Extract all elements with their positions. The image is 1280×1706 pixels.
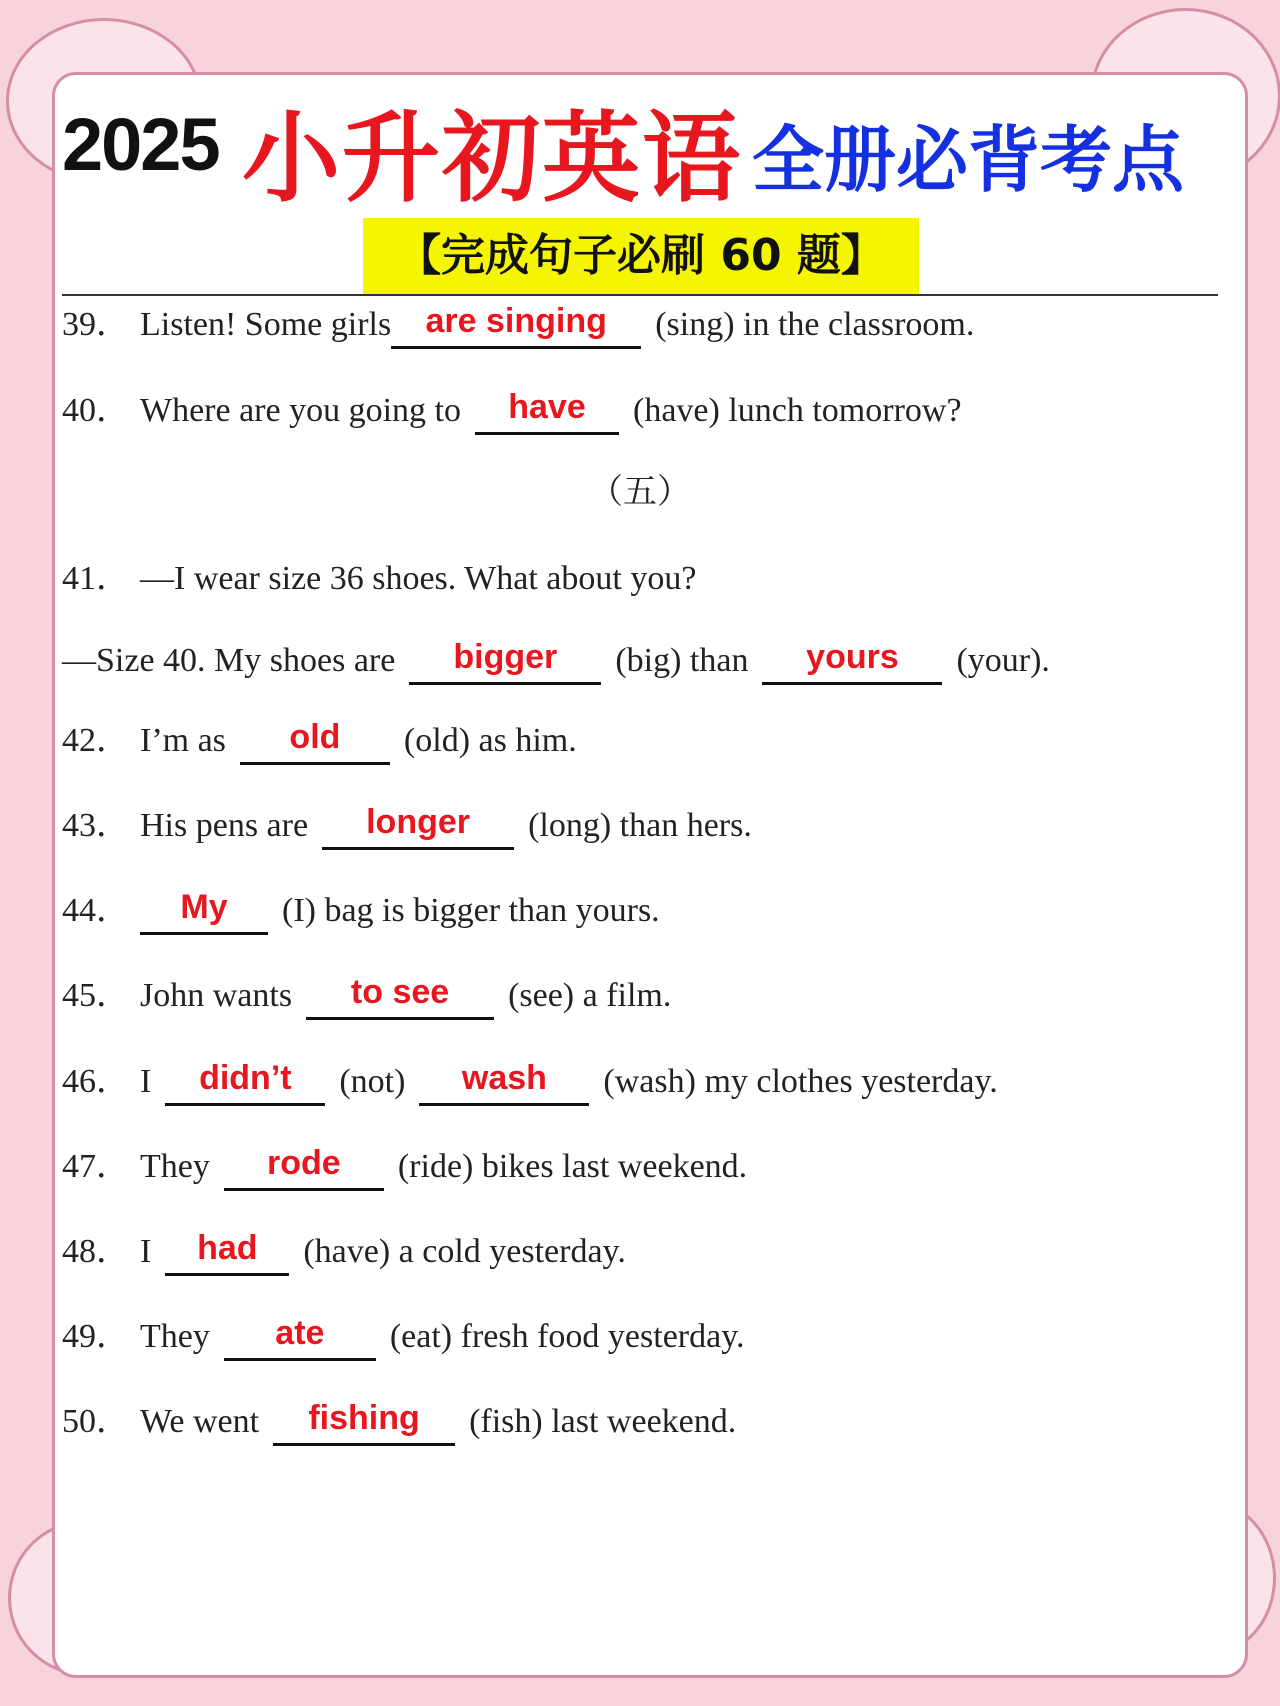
answer-blank: bigger (409, 636, 601, 685)
question-48 (62, 1227, 626, 1277)
answer-blank: old (240, 716, 390, 765)
answer-blank: didn’t (165, 1057, 325, 1106)
question-47 (62, 1142, 747, 1192)
question-hint: (your). (956, 642, 1050, 679)
question-text: I (140, 1233, 152, 1270)
page-title (62, 80, 1232, 216)
question-hint: (big) than (615, 642, 749, 679)
question-hint: (I) bag is bigger than yours. (282, 892, 660, 929)
question-hint: (fish) last weekend. (469, 1403, 737, 1440)
question-number: 46． (62, 1063, 130, 1100)
question-41 (62, 554, 696, 604)
question-41-response (62, 636, 1050, 686)
question-hint: (sing) in the classroom. (655, 306, 975, 343)
question-number: 42． (62, 722, 130, 759)
question-hint: (old) as him. (403, 722, 577, 759)
question-46 (62, 1057, 998, 1107)
question-number: 40． (62, 392, 130, 429)
question-text: —Size 40. My shoes are (62, 642, 396, 679)
answer-blank: fishing (273, 1397, 455, 1446)
question-45 (62, 971, 671, 1021)
answer-blank: are singing (391, 300, 641, 349)
question-text: I’m as (140, 722, 226, 759)
answer-blank: have (475, 386, 619, 435)
question-number: 45． (62, 977, 130, 1014)
question-hint: (not) (339, 1063, 406, 1100)
question-text: John wants (140, 977, 293, 1014)
question-hint: (long) than hers. (528, 807, 752, 844)
question-44 (62, 886, 660, 936)
title-red: 小升初英语 (242, 102, 743, 216)
header-divider (62, 294, 1218, 296)
question-40 (62, 386, 962, 436)
question-hint: (eat) fresh food yesterday. (389, 1318, 745, 1355)
answer-blank: to see (306, 971, 494, 1020)
question-text: I (140, 1063, 152, 1100)
answer-blank: ate (224, 1312, 376, 1361)
answer-blank: My (140, 886, 268, 935)
title-year: 2025 (62, 103, 219, 186)
question-49 (62, 1312, 745, 1362)
answer-blank: had (165, 1227, 289, 1276)
title-blue: 全册必背考点 (752, 118, 1185, 202)
question-number: 47． (62, 1148, 130, 1185)
question-39 (62, 300, 974, 350)
question-text: Where are you going to (140, 392, 461, 429)
question-hint: (have) lunch tomorrow? (633, 392, 962, 429)
question-hint: (see) a film. (508, 977, 672, 1014)
question-text: They (140, 1318, 210, 1355)
question-text: Listen! Some girls (140, 306, 392, 343)
answer-blank: longer (322, 801, 514, 850)
subtitle-banner: 【完成句子必刷 60 题】 (363, 218, 919, 294)
question-number: 48． (62, 1233, 130, 1270)
answer-blank: rode (224, 1142, 384, 1191)
question-43 (62, 801, 752, 851)
question-number: 41． (62, 560, 130, 597)
question-text: —I wear size 36 shoes. What about you? (140, 560, 697, 597)
question-number: 49． (62, 1318, 130, 1355)
question-number: 43． (62, 807, 130, 844)
question-hint: (have) a cold yesterday. (303, 1233, 626, 1270)
question-text: His pens are (140, 807, 309, 844)
question-text: They (140, 1148, 210, 1185)
question-42 (62, 716, 577, 766)
question-hint: (wash) my clothes yesterday. (603, 1063, 998, 1100)
answer-blank: wash (419, 1057, 589, 1106)
answer-blank: yours (762, 636, 942, 685)
question-number: 50． (62, 1403, 130, 1440)
question-number: 39． (62, 306, 130, 343)
question-text: We went (140, 1403, 260, 1440)
question-50 (62, 1397, 736, 1447)
section-marker: （五） (589, 474, 691, 511)
question-hint: (ride) bikes last weekend. (397, 1148, 748, 1185)
question-number: 44． (62, 892, 130, 929)
